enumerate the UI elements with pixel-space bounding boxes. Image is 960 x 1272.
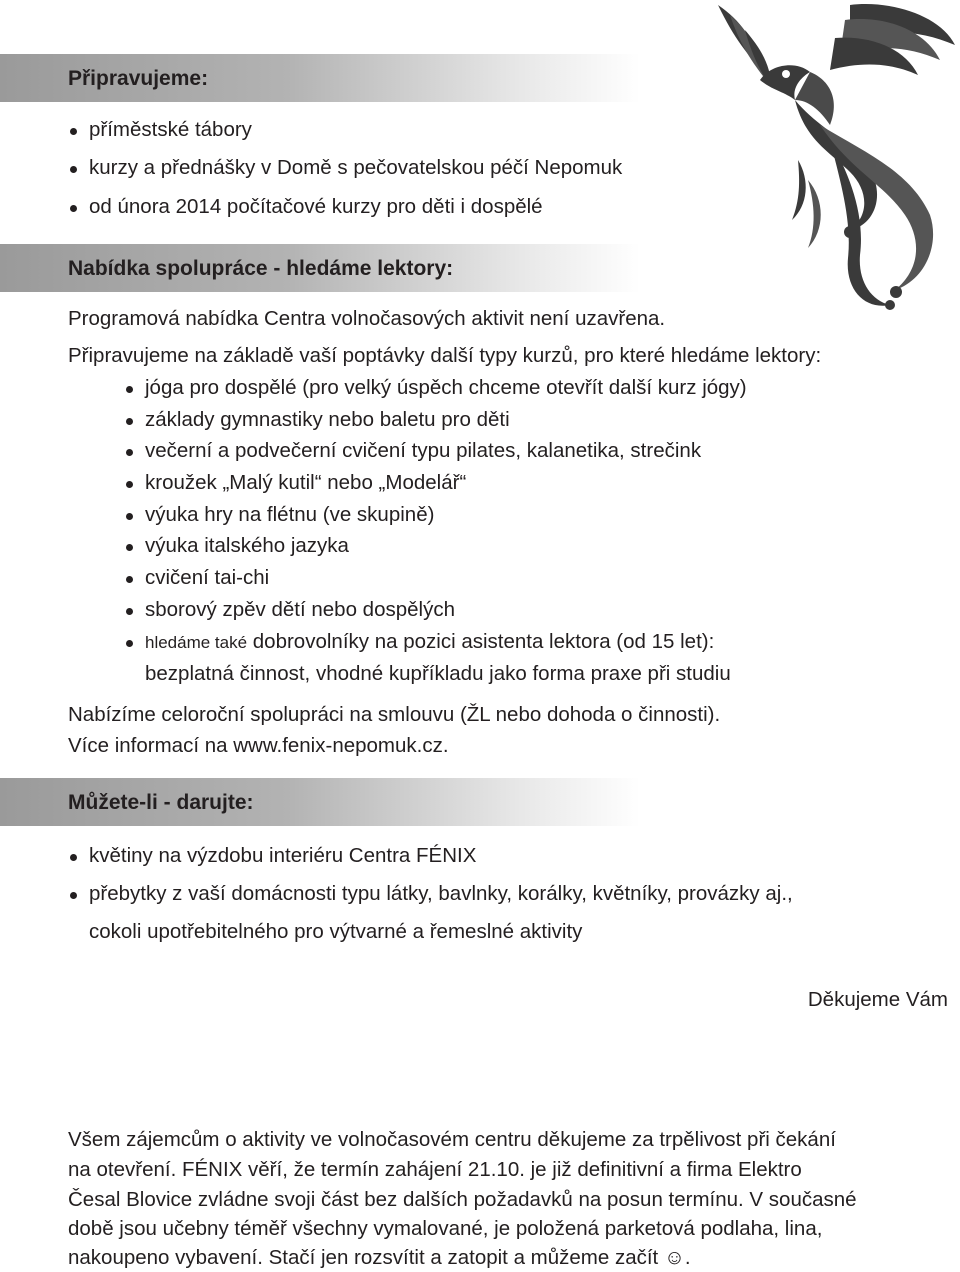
- bullet-icon: [126, 481, 133, 488]
- paragraph-intro-2: Připravujeme na základě vaší poptávky další typy kurzů, pro které hledáme lektory:: [68, 344, 822, 367]
- closing-line: na otevření. FÉNIX věří, že termín zahájení 21.10. je již definitivní a firma Elektro: [68, 1158, 802, 1181]
- list-item: základy gymnastiky nebo baletu pro děti: [145, 408, 510, 431]
- bullet-icon: [70, 166, 77, 173]
- section-title-donate: Můžete-li - darujte:: [68, 791, 254, 814]
- list-item: květiny na výzdobu interiéru Centra FÉNIX: [89, 844, 477, 867]
- bullet-icon: [126, 418, 133, 425]
- list-item-continuation: bezplatná činnost, vhodné kupříkladu jako forma praxe při studiu: [145, 662, 731, 685]
- list-item: výuka hry na flétnu (ve skupině): [145, 503, 435, 526]
- closing-line: Všem zájemcům o aktivity ve volnočasovém centru děkujeme za trpělivost při čekání: [68, 1128, 836, 1151]
- closing-line: Česal Blovice zvládne svoji část bez dalších požadavků na posun termínu. V současné: [68, 1188, 857, 1211]
- bullet-icon: [70, 854, 77, 861]
- list-item: výuka italského jazyka: [145, 534, 349, 557]
- bullet-icon: [126, 386, 133, 393]
- closing-line: nakoupeno vybavení. Stačí jen rozsvítit a zatopit a můžeme začít ☺.: [68, 1246, 691, 1269]
- list-item: večerní a podvečerní cvičení typu pilates, kalanetika, strečink: [145, 439, 702, 462]
- bullet-icon: [126, 513, 133, 520]
- bullet-icon: [126, 576, 133, 583]
- bullet-icon: [126, 544, 133, 551]
- closing-line: době jsou učebny téměř všechny vymalované, je položená parketová podlaha, lina,: [68, 1217, 823, 1240]
- section-title-preparing: Připravujeme:: [68, 67, 209, 90]
- list-item-rest: dobrovolníky na pozici asistenta lektora (od 15 let):: [252, 630, 715, 653]
- phoenix-illustration: [700, 0, 960, 315]
- list-item: kroužek „Malý kutil“ nebo „Modelář“: [145, 471, 467, 494]
- list-item: od února 2014 počítačové kurzy pro děti i dospělé: [89, 195, 543, 218]
- bullet-icon: [126, 640, 133, 647]
- list-item: kurzy a přednášky v Domě s pečovatelskou péčí Nepomuk: [89, 156, 623, 179]
- bullet-icon: [126, 608, 133, 615]
- bullet-icon: [70, 205, 77, 212]
- list-item-prefix: hledáme také: [145, 633, 248, 652]
- paragraph-intro: Programová nabídka Centra volnočasových aktivit není uzavřena.: [68, 307, 666, 330]
- list-item: přebytky z vaší domácnosti typu látky, bavlnky, korálky, květníky, provázky aj.,: [89, 882, 793, 905]
- section-title-cooperation: Nabídka spolupráce - hledáme lektory:: [68, 257, 454, 280]
- thanks-text: Děkujeme Vám: [807, 988, 948, 1011]
- list-item: cvičení tai-chi: [145, 566, 270, 589]
- paragraph-more-info: Více informací na www.fenix-nepomuk.cz.: [68, 734, 449, 757]
- list-item: jóga pro dospělé (pro velký úspěch chceme otevřít další kurz jógy): [145, 376, 747, 399]
- bullet-icon: [126, 449, 133, 456]
- bullet-icon: [70, 128, 77, 135]
- bullet-icon: [70, 892, 77, 899]
- list-item: příměstské tábory: [89, 118, 252, 141]
- paragraph-offer: Nabízíme celoroční spolupráci na smlouvu (ŽL nebo dohoda o činnosti).: [68, 703, 721, 726]
- list-item: sborový zpěv dětí nebo dospělých: [145, 598, 455, 621]
- list-item-volunteers: [145, 630, 714, 654]
- list-item-continuation: cokoli upotřebitelného pro výtvarné a řemeslné aktivity: [89, 920, 583, 943]
